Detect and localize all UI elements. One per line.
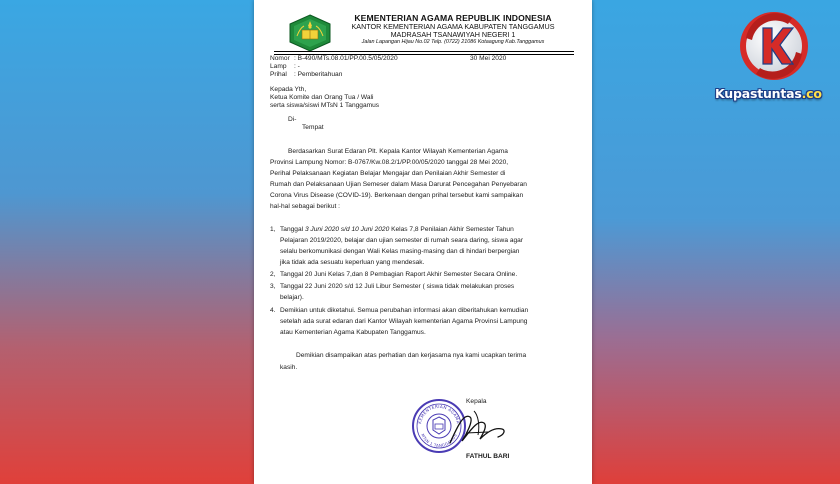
item-3-line-2: belajar). [280,294,304,301]
item-1-line-1-dates: 3 Juni 2020 s/d 10 Juni 2020 [304,226,390,233]
stamp-top-text: KEMENTERIAN AGAMA [417,403,461,425]
item-4-number: 4. [270,307,276,314]
letterhead-ministry: KEMENTERIAN AGAMA REPUBLIK INDONESIA [354,13,552,23]
item-2-line-1: Tanggal 20 Juni Kelas 7,dan 8 Pembagian Raport Akhir Semester Secara Online. [280,271,518,278]
opening-line-2: Provinsi Lampung Nomor: B-0767/Kw.08.2/1/PP.00/05/2020 tanggal 28 Mei 2020, [270,159,509,166]
brand-name-part2: .co [801,86,822,101]
lamp-label: Lamp [270,63,287,70]
item-2-number: 2, [270,271,276,278]
letterhead [254,0,592,56]
recipient-di: Di- [288,116,297,123]
signatory-name: FATHUL BARI [466,453,510,460]
item-1-number: 1, [270,226,276,233]
nomor-value: : B-490/MTs.08.01/PP.00.5/05/2020 [294,55,398,62]
letterhead-address: Jalan Lapangan Hijau No.02 Telp. (0722) 21086 Kotaagung Kab.Tanggamus [361,39,545,45]
item-4-line-1: Demikian untuk diketahui. Semua perubahan informasi akan diberitahukan kemudian [280,307,529,314]
item-1-line-1 [280,226,514,234]
opening-line-6: hal-hal sebagai berikut : [270,203,341,210]
letterhead-text [338,14,568,46]
closing-line-1: Demikian disampaikan atas perhatian dan kerjasama nya kami ucapkan terima [296,352,527,359]
opening-line-1: Berdasarkan Surat Edaran Plt. Kepala Kantor Wilayah Kementerian Agama [288,148,508,155]
lamp-value: : - [294,63,300,70]
opening-line-5: Corona Virus Disease (COVID-19). Berkenaan dengan prihal tersebut kami sampaikan [270,192,524,199]
item-3-line-1: Tanggal 22 Juni 2020 s/d 12 Juli Libur Semester ( siswa tidak melakukan proses [280,283,515,290]
recipient-tempat: Tempat [302,124,324,131]
letterhead-divider-thin [274,54,574,55]
item-1-line-3: selalu berkomunikasi dengan Wali Kelas masing-masing dan di hindari berpergian [280,248,520,255]
letter-document [254,0,592,484]
letterhead-office: KANTOR KEMENTERIAN AGAMA KABUPATEN TANGGAMUS [351,22,555,31]
letter-date: 30 Mei 2020 [470,55,507,62]
background-left-panel [0,0,254,484]
closing-line-2: kasih. [280,364,298,371]
recipient-line-1: Ketua Komite dan Orang Tua / Wali [270,94,374,101]
brand-name [715,86,835,101]
stamp-bottom-text: MTsN 1 TANGGAMUS [420,432,458,449]
item-3-number: 3, [270,283,276,290]
nomor-label: Nomor [270,55,290,62]
item-1-line-1-a: Tanggal [280,226,305,233]
opening-line-3: Perihal Pelaksanaan Kegiatan Belajar Mengajar dan Penilaian Akhir Semester di [270,170,506,177]
handwritten-signature-icon [444,405,514,451]
kupastuntas-logo-icon [736,8,812,84]
brand-name-part1: Kupastuntas [715,86,802,101]
item-1-line-2: Pelajaran 2019/2020, belajar dan ujian semester di rumah seara daring, siswa agar [280,237,524,244]
letterhead-divider-thick [274,51,574,52]
item-4-line-3: atau Kementerian Agama Kabupaten Tanggamus. [280,329,426,336]
item-1-line-4: jika tidak ada sesuatu keperluan yang mendesak. [280,259,425,266]
recipient-line-2: serta siswa/siswi MTsN 1 Tanggamus [270,102,380,109]
recipient-salutation: Kepada Yth, [270,86,307,93]
letterhead-school: MADRASAH TSANAWIYAH NEGERI 1 [390,30,516,39]
item-4-line-2: setelah ada surat edaran dari Kantor Wilayah kementerian Agama Provinsi Lampung [280,318,528,325]
signature-title: Kepala [466,398,487,405]
item-1-line-1-c: Kelas 7,8 Penilaian Akhir Semester Tahun [389,226,514,233]
opening-line-4: Rumah dan Pelaksanaan Ujian Semeser dalam Masa Darurat Pencegahan Penyebaran [270,181,527,188]
prihal-value: : Pemberitahuan [294,71,343,78]
kemenag-emblem-icon [288,14,332,52]
prihal-label: Prihal [270,71,287,78]
